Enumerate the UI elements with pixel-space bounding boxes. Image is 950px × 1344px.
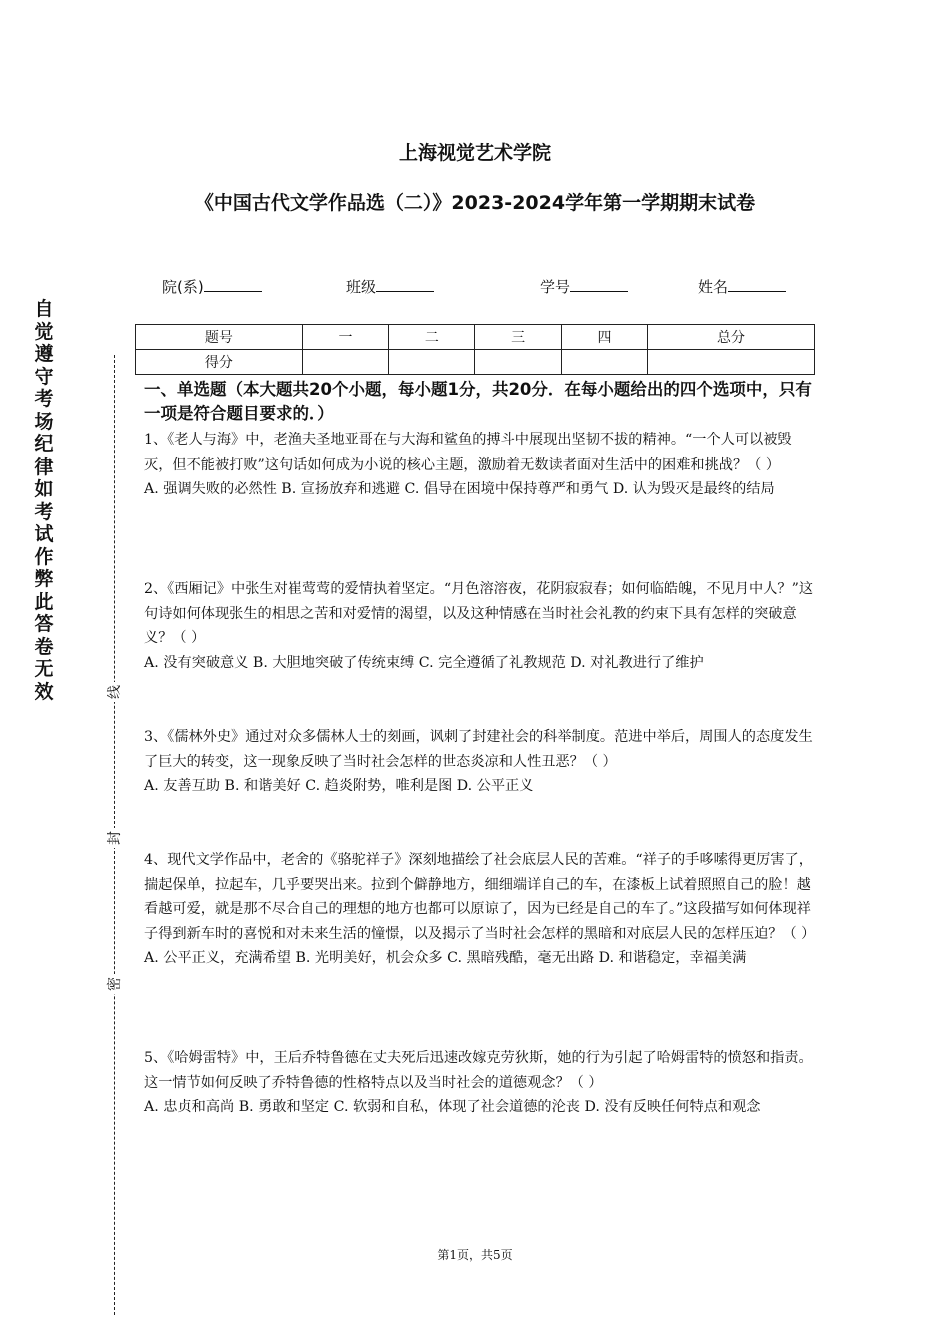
score-table-score-row — [136, 350, 815, 375]
question-options: A. 没有突破意义 B. 大胆地突破了传统束缚 C. 完全遵循了礼教规范 D. 对礼教进行了维护 — [144, 654, 704, 671]
class-label: 班级 — [346, 278, 377, 296]
score-header-cell: 题号 — [136, 325, 303, 350]
score-header-cell: 三 — [475, 325, 561, 350]
student-id-label: 学号 — [540, 278, 571, 296]
side-warning-text: 自觉遵守考场纪律如考试作弊此答卷无效 — [34, 298, 54, 703]
seal-char-secret: 密 — [104, 974, 124, 994]
score-cell[interactable] — [561, 350, 647, 375]
question-stem: 4、现代文学作品中，老舍的《骆驼祥子》深刻地描绘了社会底层人民的苦难。“祥子的手哆嗦得更厉害了，揣起保单，拉起车，几乎要哭出来。拉到个僻静地方，细细端详自己的车，在漆板上试着照照自己的脸！越看越可爱，就是那不尽合自己的理想的地方也都可以原谅了，因为已经是自己的车了。”这段描写如何体现祥子得到新车时的喜悦和对未来生活的憧憬，以及揭示了当时社会怎样的黑暗和对底层人民的怎样压迫？（ ） — [144, 852, 816, 942]
score-header-cell: 一 — [302, 325, 388, 350]
question-4 — [144, 848, 816, 971]
student-id-field — [540, 276, 628, 297]
question-1 — [144, 428, 816, 502]
question-stem: 1、《老人与海》中，老渔夫圣地亚哥在与大海和鲨鱼的搏斗中展现出坚韧不拔的精神。“一个人可以被毁灭，但不能被打败”这句话如何成为小说的核心主题，激励着无数读者面对生活中的困难和挑战？（ ） — [144, 432, 792, 473]
student-id-blank[interactable] — [570, 276, 628, 292]
question-options: A. 友善互助 B. 和谐美好 C. 趋炎附势，唯利是图 D. 公平正义 — [144, 778, 534, 795]
score-cell[interactable] — [302, 350, 388, 375]
school-name: 上海视觉艺术学院 — [398, 142, 551, 164]
section-title: 一、单选题（本大题共20个小题，每小题1分，共20分．在每小题给出的四个选项中，只有一项是符合题目要求的．） — [144, 380, 812, 423]
question-options: A. 强调失败的必然性 B. 宣扬放弃和逃避 C. 倡导在困境中保持尊严和勇气 D. 认为毁灭是最终的结局 — [144, 481, 775, 498]
class-blank[interactable] — [376, 276, 434, 292]
page-footer: 第1页，共5页 — [437, 1248, 513, 1262]
question-5 — [144, 1046, 816, 1120]
name-label: 姓名 — [698, 278, 729, 296]
question-2 — [144, 577, 816, 675]
department-blank[interactable] — [204, 276, 262, 292]
question-3 — [144, 725, 816, 799]
score-header-cell: 总分 — [648, 325, 815, 350]
question-stem: 3、《儒林外史》通过对众多儒林人士的刻画，讽刺了封建社会的科举制度。范进中举后，周围人的态度发生了巨大的转变，这一现象反映了当时社会怎样的世态炎凉和人性丑恶？（ ） — [144, 729, 813, 770]
class-field — [346, 276, 434, 297]
seal-char-line: 线 — [104, 682, 124, 702]
exam-title: 《中国古代文学作品选（二）》2023-2024学年第一学期期末试卷 — [194, 192, 756, 214]
department-label: 院(系) — [162, 278, 204, 296]
score-row-label: 得分 — [136, 350, 303, 375]
question-options: A. 公平正义，充满希望 B. 光明美好，机会众多 C. 黑暗残酷，毫无出路 D. 和谐稳定，幸福美满 — [144, 950, 747, 967]
name-field — [698, 276, 786, 297]
score-header-cell: 四 — [561, 325, 647, 350]
seal-char-seal: 封 — [104, 828, 124, 848]
score-header-cell: 二 — [389, 325, 475, 350]
department-field — [162, 276, 262, 297]
question-stem: 5、《哈姆雷特》中，王后乔特鲁德在丈夫死后迅速改嫁克劳狄斯，她的行为引起了哈姆雷特的愤怒和指责。这一情节如何反映了乔特鲁德的性格特点以及当时社会的道德观念？（ ） — [144, 1050, 813, 1091]
score-cell[interactable] — [475, 350, 561, 375]
score-table-header-row — [136, 325, 815, 350]
name-blank[interactable] — [728, 276, 786, 292]
score-table — [135, 324, 815, 375]
score-cell[interactable] — [648, 350, 815, 375]
question-stem: 2、《西厢记》中张生对崔莺莺的爱情执着坚定。“月色溶溶夜，花阴寂寂春；如何临皓魄，不见月中人？”这句诗如何体现张生的相思之苦和对爱情的渴望，以及这种情感在当时社会礼教的约束下具有怎样的突破意义？（ ） — [144, 581, 814, 647]
score-cell[interactable] — [389, 350, 475, 375]
question-options: A. 忠贞和高尚 B. 勇敢和坚定 C. 软弱和自私，体现了社会道德的沦丧 D. 没有反映任何特点和观念 — [144, 1099, 761, 1116]
